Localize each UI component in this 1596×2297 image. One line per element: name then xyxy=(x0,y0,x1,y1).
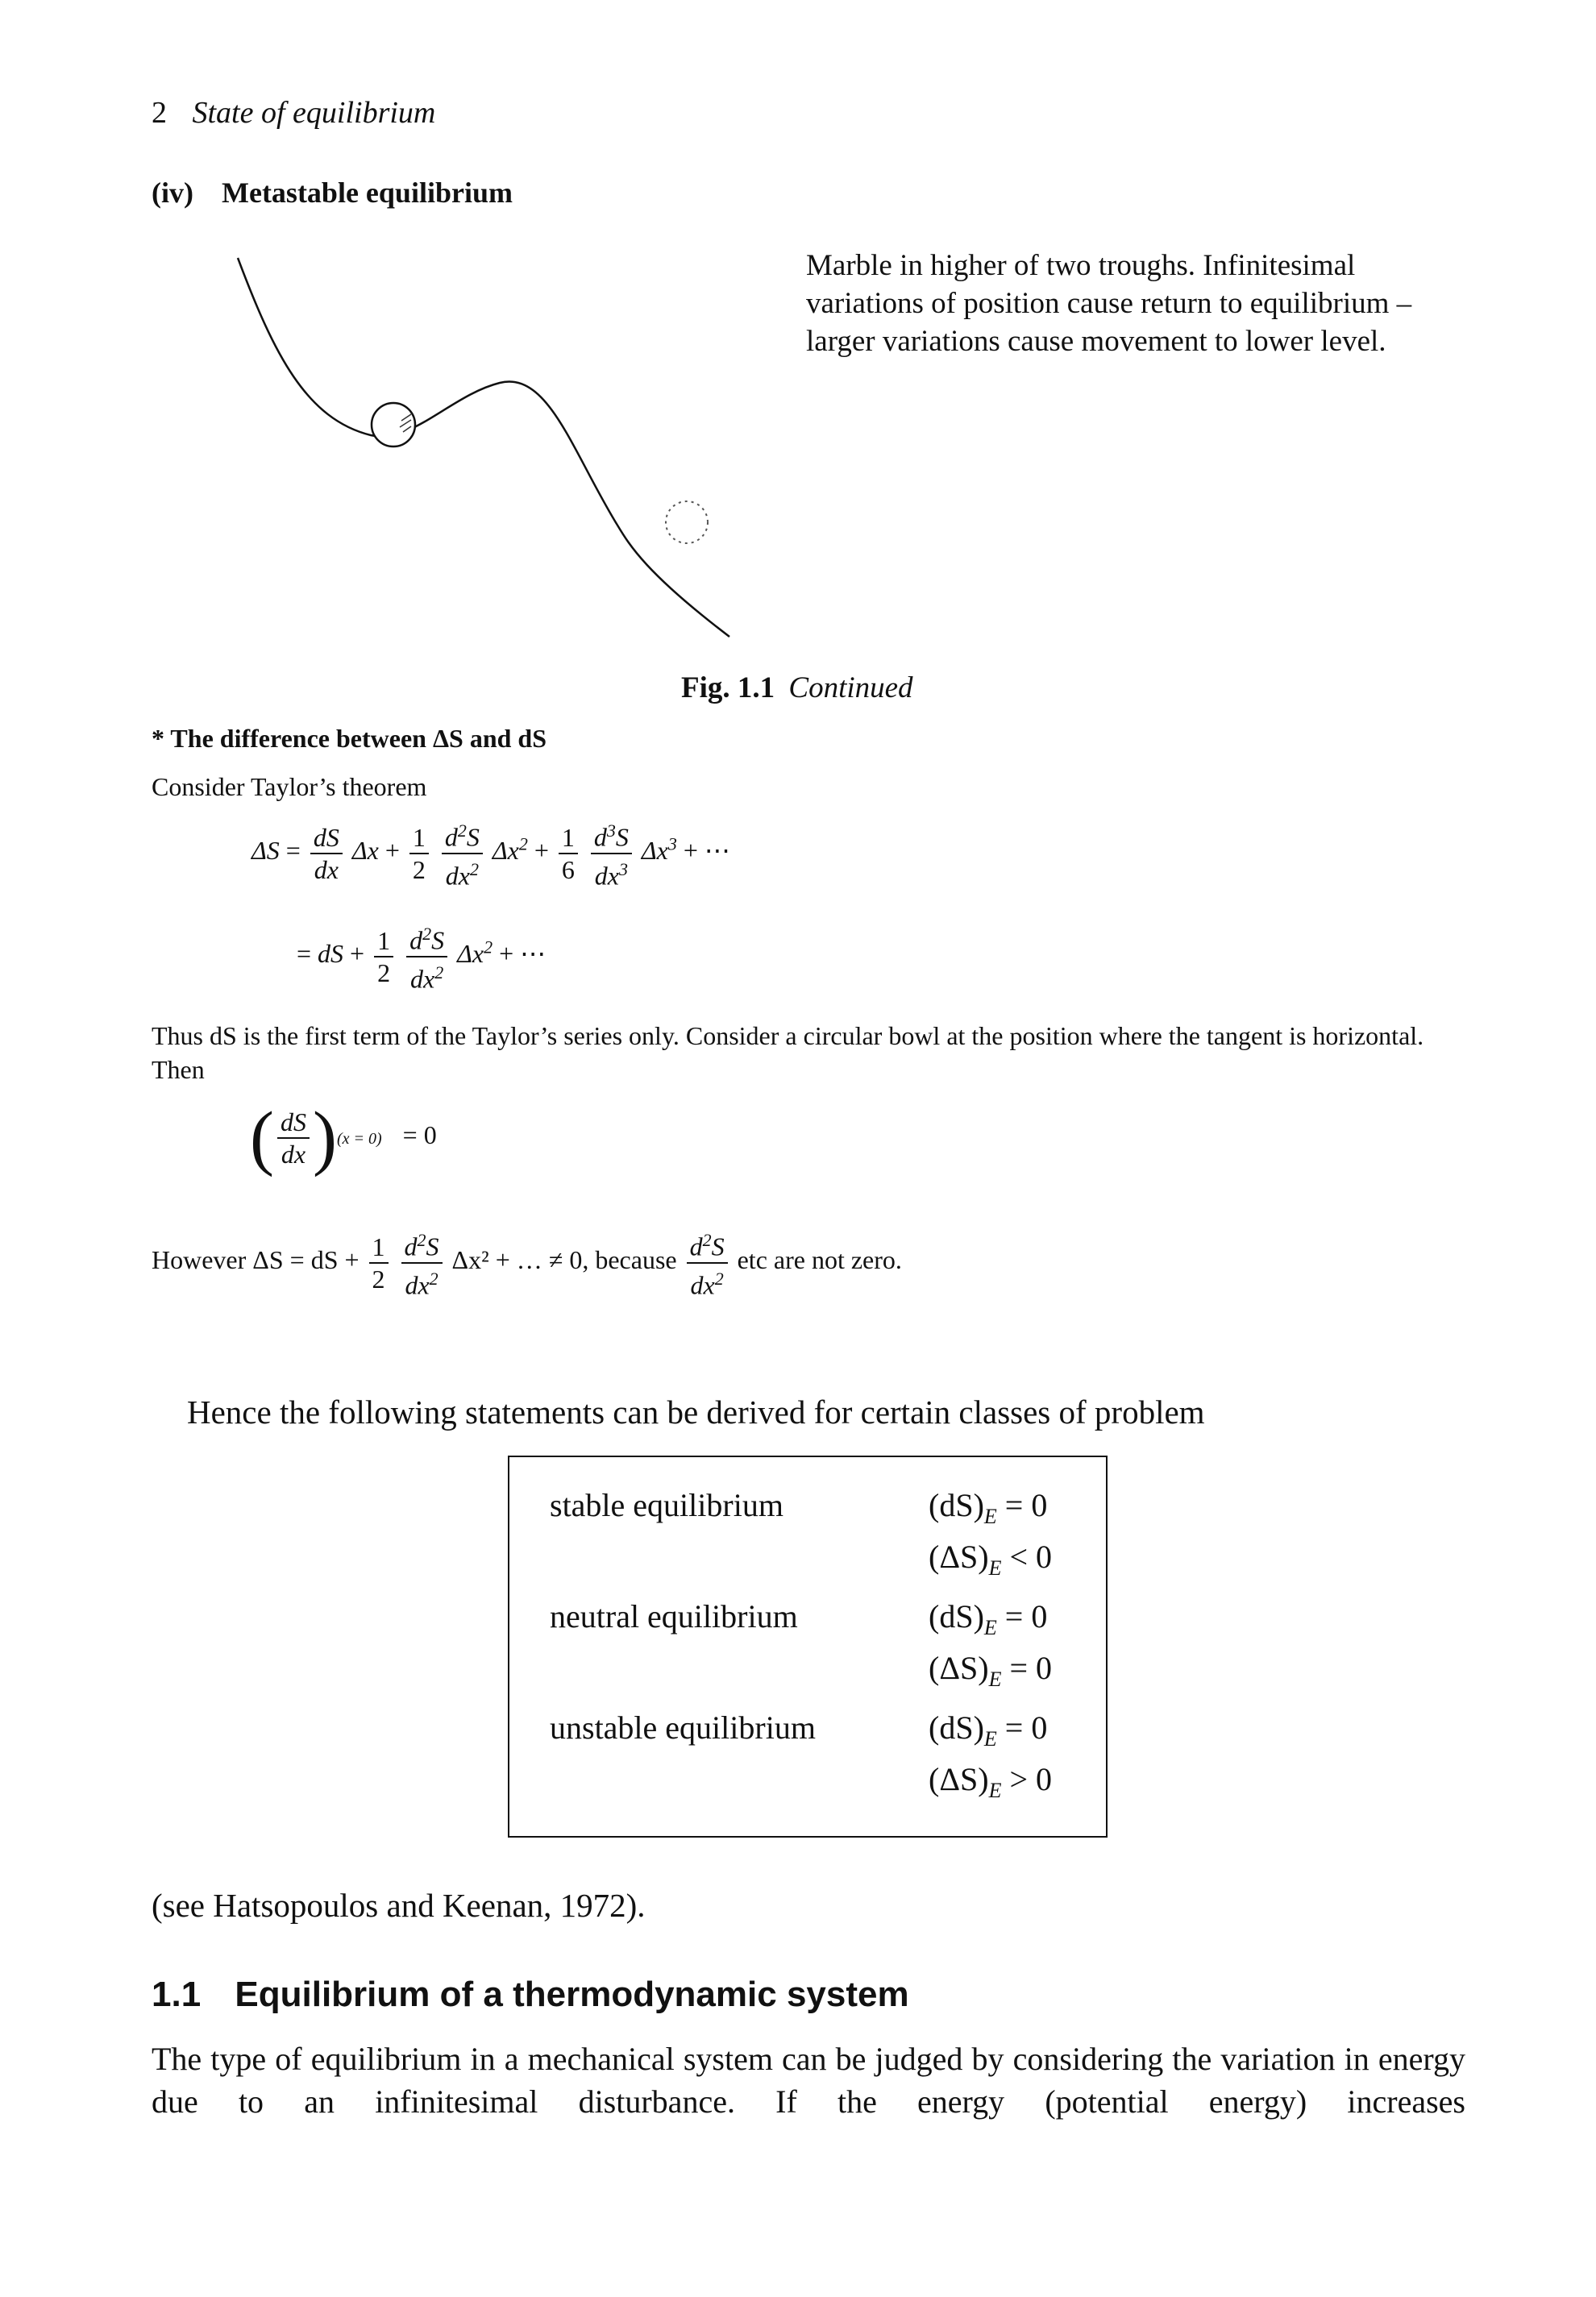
page-number: 2 xyxy=(152,96,167,130)
neutral-ds: $(dS)_E = 0$ xyxy=(929,1598,1048,1639)
marble-displaced xyxy=(666,501,708,543)
section-tag: (iv) xyxy=(152,177,193,209)
figure-label-suffix: Continued xyxy=(788,671,913,704)
unstable-deltas: $(\Delta S)_E > 0$ xyxy=(929,1761,1053,1802)
stable-label: stable equilibrium xyxy=(550,1487,783,1523)
taylor-equation-line2: = dS + $\frac{1}{2}$ $\frac{d^2S}{dx^2}$ $\Delta x^2$ + ⋯ xyxy=(297,919,546,994)
running-head xyxy=(152,95,435,131)
taylor-equation-line1: ΔS = $\frac{dS}{dx}$ Δx + $\frac{1}{2}$ $\frac{d^2S}{dx^2}$ $\Delta x^2$ + $\frac{1}{6}$ $\frac{d^3S}{dx^3}$ $\Delta x^3$ + ⋯ xyxy=(251,816,730,891)
figure-caption: Marble in higher of two troughs. Infinitesimal variations of position cause return to equilibrium – larger variations cause movement to lower level. xyxy=(806,249,1412,358)
unstable-ds: $(dS)_E = 0$ xyxy=(929,1709,1048,1751)
note-intro: Consider Taylor’s theorem xyxy=(152,772,427,801)
however-prefix: However ΔS = dS + xyxy=(152,1245,360,1274)
energy-curve xyxy=(238,258,729,637)
figure-number: Fig. 1.1 xyxy=(681,671,775,704)
marble xyxy=(372,403,415,447)
equilibrium-summary-box xyxy=(508,1456,1108,1838)
section-number: 1.1 xyxy=(152,1975,202,2014)
summary-intro: Hence the following statements can be derived for certain classes of problem xyxy=(187,1394,1205,1431)
stable-ds: $(dS)_E = 0$ xyxy=(929,1487,1048,1528)
thus-paragraph: Thus dS is the first term of the Taylor’s series only. Consider a circular bowl at the position where the tangent is horizontal. Then xyxy=(152,1021,1424,1084)
running-title: State of equilibrium xyxy=(192,96,436,130)
neutral-label: neutral equilibrium xyxy=(550,1598,798,1634)
reference: (see Hatsopoulos and Keenan, 1972). xyxy=(152,1887,646,1924)
figure-label xyxy=(681,671,913,705)
neutral-deltas: $(\Delta S)_E = 0$ xyxy=(929,1650,1053,1691)
section-1-1-paragraph: The type of equilibrium in a mechanical system can be judged by considering the variation in energy due to an infinitesimal disturbance. If the energy (potential energy) increases xyxy=(152,2041,1465,2120)
unstable-label: unstable equilibrium xyxy=(550,1709,816,1746)
section-1-1-heading xyxy=(152,1975,909,2015)
section-heading xyxy=(152,176,513,210)
section-1-1-title: Equilibrium of a thermodynamic system xyxy=(235,1975,909,2014)
section-title: Metastable equilibrium xyxy=(221,177,513,209)
note-title: * The difference between ΔS and dS xyxy=(152,724,547,753)
stable-deltas: $(\Delta S)_E < 0$ xyxy=(929,1539,1053,1580)
however-equation: However ΔS = dS + $\frac{1}{2}$ $\frac{d^2S}{dx^2}$ Δx² + … ≠ 0, because $\frac{d^2S}{dx^2}$ etc are not zero. xyxy=(152,1225,902,1300)
tangent-equation: ( $\frac{dS}{dx}$ )(x = 0) = 0 xyxy=(250,1098,437,1178)
however-mid: Δx² + … ≠ 0, because xyxy=(451,1245,677,1274)
however-suffix: etc are not zero. xyxy=(737,1245,902,1274)
metastable-figure xyxy=(210,234,774,653)
